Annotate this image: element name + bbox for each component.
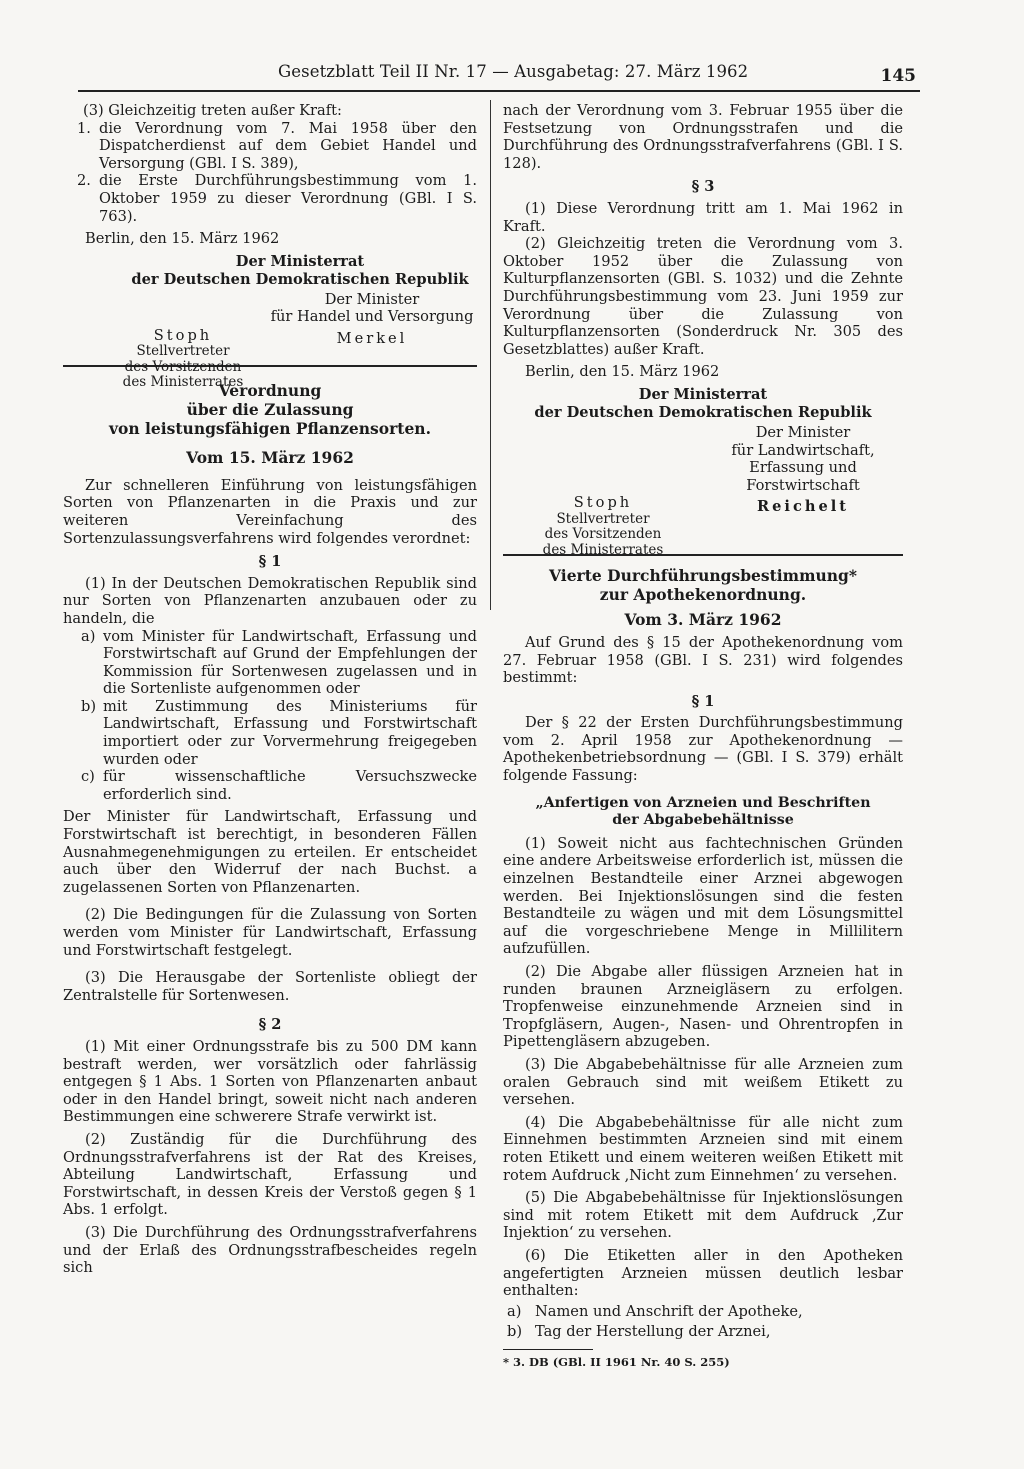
list-text: die Verordnung vom 7. Mai 1958 über den Dispatcherdienst auf dem Gebiet Handel und Versorgung (GBl. I S. 389),: [99, 119, 477, 172]
ordinance-title-line: Verordnung: [218, 380, 322, 400]
signatory-role: des Ministerrates: [122, 374, 244, 391]
signatory-role: des Vorsitzenden: [544, 526, 662, 542]
preamble: Zur schnelleren Einführung von leistungsfähigen Sorten von Pflanzenarten in die Praxis und zur weiteren Vereinfachung des Sortenzulassungsverfahrens wird folgendes verordnet:: [63, 476, 477, 547]
regulation-title: [503, 566, 903, 604]
section-heading: § 1: [691, 692, 715, 710]
signatory-role: Stellvertreter: [556, 510, 650, 527]
minister-title: Forstwirtschaft: [746, 476, 860, 494]
list-text: Tag der Herstellung der Arznei,: [535, 1323, 771, 1341]
list-label: b): [507, 1323, 523, 1341]
paragraph: (3) Die Durchführung des Ordnungsstrafverfahrens und der Erlaß des Ordnungsstrafbescheides regeln sich: [63, 1223, 477, 1277]
list-item: [63, 172, 477, 225]
ministerrat-label: der Deutschen Demokratischen Republik: [131, 270, 469, 288]
ministerrat-label: Der Ministerrat: [235, 252, 365, 270]
paragraph: (2) Gleichzeitig treten die Verordnung vom 3. Oktober 1952 über die Zulassung von Kulturpflanzensorten (GBl. S. 1032) und die Zehnte Durchführungsbestimmung vom 23. Juni 1959 zur Verordnung über die Zulassung von Kulturpflanzensorten (Sonderdruck Nr. 305 des Gesetzblattes) außer Kraft.: [503, 235, 903, 358]
paragraph: (1) Soweit nicht aus fachtechnischen Gründen eine andere Arbeitsweise erforderlich ist, müssen die einzelnen Bestandteile einer Arznei abgewogen werden. Bei Injektionslösungen sind die festen Bestandteile zu wägen und mit dem Lösungsmittel auf die vorgeschriebene Menge in Millilitern aufzufüllen.: [503, 834, 903, 958]
ordinance-title-line: von leistungsfähigen Pflanzensorten.: [109, 418, 431, 438]
signatory-role: des Ministerrates: [542, 541, 664, 558]
signatory-name: Stoph: [153, 326, 213, 344]
column-divider: [490, 100, 491, 610]
footnote: * 3. DB (GBl. II 1961 Nr. 40 S. 255): [503, 1354, 730, 1369]
minister-title: Der Minister: [755, 423, 851, 441]
paragraph: (3) Gleichzeitig treten außer Kraft:: [83, 102, 342, 119]
paragraph: (2) Die Abgabe aller flüssigen Arzneien hat in runden braunen Arzneigläsern zu erfolgen. Tropfenweise einzunehmende Arzneien sind in Tropfgläsern, Augen-, Nasen- und Ohrentropfen in Pipettengläsern abzugeben.: [503, 963, 903, 1051]
list-item: [63, 698, 477, 768]
minister-title: Erfassung und: [749, 459, 857, 477]
header-title: Gesetzblatt Teil II Nr. 17 — Ausgabetag: 27. März 1962: [278, 62, 749, 81]
place-date: Berlin, den 15. März 1962: [525, 363, 720, 381]
minister-title: Der Minister: [324, 290, 420, 308]
page-header: [78, 60, 920, 92]
minister-title: für Landwirtschaft,: [731, 441, 875, 459]
signatory-role: Stellvertreter: [136, 343, 230, 360]
paragraph: (1) In der Deutschen Demokratischen Republik sind nur Sorten von Pflanzenarten anzubauen oder zu handeln, die: [63, 574, 477, 627]
place-date: Berlin, den 15. März 1962: [85, 230, 280, 248]
section-heading: § 3: [691, 178, 715, 196]
paragraph: (3) Die Herausgabe der Sortenliste obliegt der Zentralstelle für Sortenwesen.: [63, 969, 477, 1004]
paragraph: (4) Die Abgabebehältnisse für alle nicht zum Einnehmen bestimmten Arzneien sind mit einem roten Etikett und einem weiteren weißen Etikett mit rotem Aufdruck ‚Nicht zum Einnehmen‘ zu versehen.: [503, 1113, 903, 1184]
list-item: [503, 1323, 903, 1341]
paragraph: (1) Mit einer Ordnungsstrafe bis zu 500 DM kann bestraft werden, wer vorsätzlich oder fahrlässig entgegen § 1 Abs. 1 Sorten von Pflanzenarten anbaut oder in den Handel bringt, soweit nicht nach anderen Bestimmungen eine schwerere Strafe verwirkt ist.: [63, 1037, 477, 1126]
right-column: [503, 102, 903, 1371]
list-item: [63, 628, 477, 698]
list-item: [63, 120, 477, 173]
signature-block: [503, 385, 903, 558]
list-number: 2.: [77, 172, 91, 190]
list-text: vom Minister für Landwirtschaft, Erfassung und Forstwirtschaft auf Grund der Empfehlungen der Kommission für Sortenwesen zugelassen und in die Sortenliste aufgenommen oder: [103, 627, 477, 698]
list-item: [63, 768, 477, 803]
quoted-heading-line: „Anfertigen von Arzneien und Beschriften: [535, 794, 871, 811]
left-column: [63, 102, 477, 1277]
minister-name: Merkel: [336, 329, 408, 347]
quoted-heading: [503, 795, 903, 830]
paragraph: (5) Die Abgabebehältnisse für Injektionslösungen sind mit rotem Etikett mit dem Aufdruck ‚Zur Injektion‘ zu versehen.: [503, 1189, 903, 1242]
preamble: Auf Grund des § 15 der Apothekenordnung vom 27. Februar 1958 (GBl. I S. 231) wird folgendes bestimmt:: [503, 633, 903, 687]
footnote-rule: [503, 1349, 593, 1350]
paragraph: (2) Die Bedingungen für die Zulassung von Sorten werden vom Minister für Landwirtschaft, Erfassung und Forstwirtschaft festgelegt.: [63, 906, 477, 959]
list-number: 1.: [77, 119, 91, 137]
regulation-title-line: zur Apothekenordnung.: [599, 584, 807, 604]
section-heading: § 2: [258, 1016, 282, 1034]
page-number: 145: [880, 66, 916, 86]
regulation-date: Vom 3. März 1962: [624, 609, 782, 629]
paragraph: Der Minister für Landwirtschaft, Erfassung und Forstwirtschaft ist berechtigt, in besonderen Fällen Ausnahmegenehmigungen zu erteilen. Er entscheidet auch über den Widerruf der nach Buchst. a zugelassenen Sorten von Pflanzenarten.: [63, 808, 477, 896]
minister-title: für Handel und Versorgung: [270, 308, 474, 326]
paragraph: nach der Verordnung vom 3. Februar 1955 über die Festsetzung von Ordnungsstrafen und die Durchführung des Ordnungsstrafverfahrens (GBl. I S. 128).: [503, 102, 903, 172]
paragraph: Der § 22 der Ersten Durchführungsbestimmung vom 2. April 1958 zur Apothekenordnung — Apothekenbetriebsordnung — (GBl. I S. 379) erhält folgende Fassung:: [503, 714, 903, 785]
signatory-name: Stoph: [573, 493, 633, 511]
paragraph: (6) Die Etiketten aller in den Apotheken angefertigten Arzneien müssen deutlich lesbar enthalten:: [503, 1246, 903, 1300]
regulation-title-line: Vierte Durchführungsbestimmung*: [549, 565, 857, 585]
list-text: Namen und Anschrift der Apotheke,: [535, 1302, 803, 1320]
list-item: [503, 1303, 903, 1321]
quoted-heading-line: der Abgabebehältnisse: [612, 812, 794, 829]
list-label: a): [507, 1302, 522, 1320]
paragraph: (3) Die Abgabebehältnisse für alle Arzneien zum oralen Gebrauch sind mit weißem Etikett zu versehen.: [503, 1055, 903, 1109]
paragraph: (2) Zuständig für die Durchführung des Ordnungsstrafverfahrens ist der Rat des Kreises, Abteilung Landwirtschaft, Erfassung und Forstwirtschaft, in dessen Kreis der Verstoß gegen § 1 Abs. 1 erfolgt.: [63, 1130, 477, 1219]
section-heading: § 1: [258, 553, 282, 571]
paragraph: (1) Diese Verordnung tritt am 1. Mai 1962 in Kraft.: [503, 199, 903, 235]
ordinance-date: Vom 15. März 1962: [186, 447, 354, 467]
ministerrat-label: der Deutschen Demokratischen Republik: [534, 403, 872, 421]
list-text: für wissenschaftliche Versuchszwecke erforderlich sind.: [103, 768, 477, 803]
list-label: b): [81, 697, 97, 715]
minister-name: Reichelt: [756, 498, 850, 516]
list-label: c): [81, 768, 95, 786]
ministerrat-label: Der Ministerrat: [638, 385, 768, 403]
list-text: die Erste Durchführungsbestimmung vom 1. Oktober 1959 zu dieser Verordnung (GBl. I S. 763).: [99, 172, 477, 225]
ordinance-title-line: über die Zulassung: [186, 399, 354, 419]
signatory-role: des Vorsitzenden: [124, 358, 242, 375]
list-text: mit Zustimmung des Ministeriums für Landwirtschaft, Erfassung und Forstwirtschaft importiert oder zur Vorvermehrung freigegeben wurden oder: [103, 697, 477, 768]
list-label: a): [81, 627, 96, 645]
